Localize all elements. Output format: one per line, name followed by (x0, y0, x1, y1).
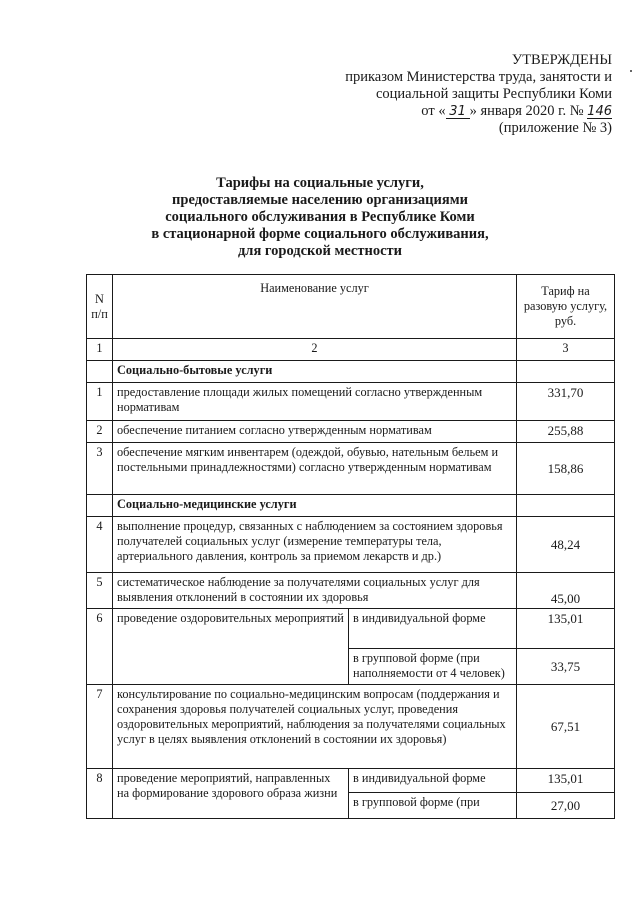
row-price: 33,75 (517, 649, 615, 685)
approval-order-line: приказом Министерства труда, занятости и (345, 69, 612, 85)
row-form: в индивидуальной форме (349, 609, 517, 649)
empty-cell (517, 361, 615, 383)
scan-speck (630, 70, 632, 72)
row-price: 27,00 (517, 793, 615, 819)
row-price: 45,00 (517, 573, 615, 609)
table-row (87, 443, 615, 495)
row-num: 6 (87, 609, 113, 685)
index-row (87, 339, 615, 361)
header-name: Наименование услуг (113, 275, 517, 339)
index-cell: 1 (87, 339, 113, 361)
row-form: в групповой форме (при (349, 793, 517, 819)
approval-date-line (345, 103, 612, 120)
header-num: N п/п (87, 275, 113, 339)
table-row (87, 573, 615, 609)
table-row (87, 685, 615, 769)
date-prefix: от « (421, 103, 446, 119)
row-price: 255,88 (517, 421, 615, 443)
section-row (87, 495, 615, 517)
table-header-row (87, 275, 615, 339)
table-row (87, 421, 615, 443)
row-service: обеспечение питанием согласно утвержденным нормативам (113, 421, 517, 443)
row-num: 5 (87, 573, 113, 609)
date-middle: » января 2020 г. № (469, 103, 584, 119)
index-cell: 3 (517, 339, 615, 361)
row-service: выполнение процедур, связанных с наблюдением за состоянием здоровья получателей социальных услуг (измерение температуры тела, артериального давления, контроль за приемом лекарств и др.) (113, 517, 517, 573)
row-form: в групповой форме (при наполняемости от 4 человек) (349, 649, 517, 685)
approval-ministry-line: социальной защиты Республики Коми (375, 86, 612, 102)
document-title (0, 175, 640, 260)
title-line-1: Тарифы на социальные услуги, (216, 175, 424, 191)
approval-appendix-line: (приложение № 3) (498, 120, 612, 136)
title-line-5: для городской местности (237, 243, 403, 259)
row-num: 3 (87, 443, 113, 495)
table-row (87, 769, 615, 793)
handwritten-day: 31 (446, 105, 470, 119)
row-price: 135,01 (517, 769, 615, 793)
index-cell: 2 (113, 339, 517, 361)
section-title: Социально-бытовые услуги (113, 361, 517, 383)
handwritten-number: 146 (587, 104, 612, 119)
row-price: 158,86 (517, 443, 615, 495)
title-line-2: предоставляемые населению организациями (172, 192, 468, 208)
table-row (87, 609, 615, 649)
row-service: систематическое наблюдение за получателями социальных услуг для выявления отклонений в состоянии их здоровья (113, 573, 517, 609)
section-title: Социально-медицинские услуги (113, 495, 517, 517)
row-service: обеспечение мягким инвентарем (одеждой, обувью, нательным бельем и постельными принадлежностями) согласно утвержденным нормативам (113, 443, 517, 495)
row-num: 7 (87, 685, 113, 769)
row-price: 331,70 (517, 383, 615, 421)
approval-block (345, 52, 612, 137)
table-row (87, 383, 615, 421)
row-service: предоставление площади жилых помещений согласно утвержденным нормативам (113, 383, 517, 421)
row-price: 67,51 (517, 685, 615, 769)
header-tariff: Тариф на разовую услугу, руб. (517, 275, 615, 339)
row-form: в индивидуальной форме (349, 769, 517, 793)
row-service: проведение мероприятий, направленных на формирование здорового образа жизни (113, 769, 349, 819)
row-price: 135,01 (517, 609, 615, 649)
empty-cell (87, 495, 113, 517)
tariff-table (86, 274, 615, 819)
row-num: 4 (87, 517, 113, 573)
empty-cell (87, 361, 113, 383)
row-num: 2 (87, 421, 113, 443)
row-service: консультирование по социально-медицинским вопросам (поддержания и сохранения здоровья получателей социальных услуг, проведения оздоровительных мероприятий, наблюдения за получателями социальных услуг в целях выявления отклонений в состоянии их здоровья) (113, 685, 517, 769)
empty-cell (517, 495, 615, 517)
approval-heading: УТВЕРЖДЕНЫ (511, 52, 612, 68)
table-row (87, 517, 615, 573)
row-price: 48,24 (517, 517, 615, 573)
row-service: проведение оздоровительных мероприятий (113, 609, 349, 685)
title-line-4: в стационарной форме социального обслуживания, (151, 226, 489, 242)
row-num: 8 (87, 769, 113, 819)
title-line-3: социального обслуживания в Республике Коми (165, 209, 475, 225)
section-row (87, 361, 615, 383)
row-num: 1 (87, 383, 113, 421)
